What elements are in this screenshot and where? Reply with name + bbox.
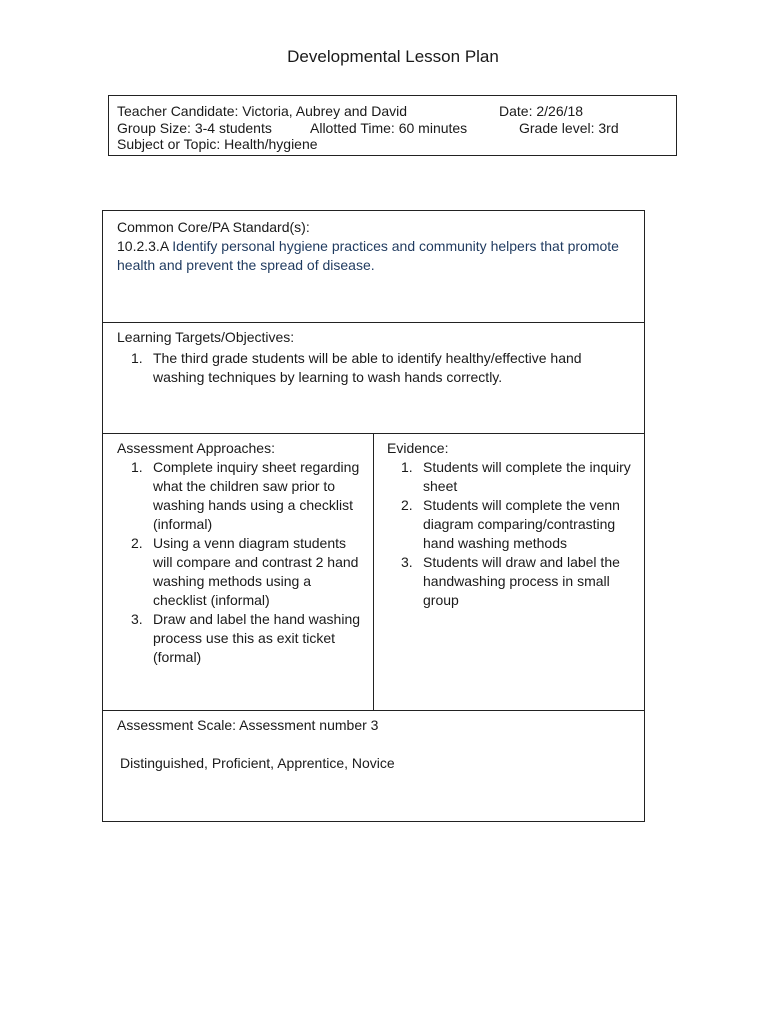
header-line-3 bbox=[109, 135, 676, 153]
evidence-list bbox=[387, 458, 639, 610]
list-number: 3. bbox=[131, 611, 143, 627]
lesson-plan-table bbox=[102, 210, 645, 822]
list-item bbox=[387, 496, 639, 553]
list-item bbox=[387, 458, 639, 496]
list-number: 2. bbox=[131, 535, 143, 551]
assessment-line: checklist (informal) bbox=[153, 592, 270, 608]
teacher-candidate: Teacher Candidate: Victoria, Aubrey and David bbox=[117, 103, 408, 119]
list-number: 2. bbox=[401, 497, 413, 513]
standards-text: Identify personal hygiene practices and community helpers that promote bbox=[172, 238, 619, 254]
assessment-line: will compare and contrast 2 hand bbox=[153, 554, 359, 570]
assessment-scale-cell bbox=[117, 716, 637, 773]
header-info-box bbox=[108, 95, 677, 156]
list-number: 1. bbox=[131, 350, 143, 366]
objectives-label: Learning Targets/Objectives: bbox=[117, 329, 295, 345]
assessment-line: washing methods using a bbox=[153, 573, 311, 589]
row-divider bbox=[103, 322, 644, 323]
header-line-1 bbox=[109, 102, 676, 120]
standards-text-line-2: health and prevent the spread of disease. bbox=[117, 257, 375, 273]
assessment-line: Using a venn diagram students bbox=[153, 535, 346, 551]
assessment-line: process use this as exit ticket bbox=[153, 630, 336, 646]
evidence-label: Evidence: bbox=[387, 440, 449, 456]
allotted-time: Allotted Time: 60 minutes bbox=[310, 120, 468, 136]
assessment-line: (informal) bbox=[153, 516, 213, 532]
evidence-line: hand washing methods bbox=[423, 535, 567, 551]
evidence-line: diagram comparing/contrasting bbox=[423, 516, 616, 532]
objective-line: washing techniques by learning to wash hands correctly. bbox=[153, 369, 503, 385]
column-divider bbox=[373, 433, 374, 711]
standards-cell bbox=[117, 218, 637, 275]
page-title: Developmental Lesson Plan bbox=[287, 47, 499, 66]
evidence-line: Students will complete the venn bbox=[423, 497, 620, 513]
objectives-cell bbox=[117, 328, 637, 387]
lesson-date: Date: 2/26/18 bbox=[499, 103, 584, 119]
objectives-list bbox=[117, 349, 637, 387]
assessment-scale-levels: Distinguished, Proficient, Apprentice, Novice bbox=[120, 755, 395, 771]
standards-code: 10.2.3.A bbox=[117, 238, 169, 254]
group-size: Group Size: 3-4 students bbox=[117, 120, 272, 136]
assessment-line: (formal) bbox=[153, 649, 202, 665]
list-number: 3. bbox=[401, 554, 413, 570]
standards-label: Common Core/PA Standard(s): bbox=[117, 219, 310, 235]
assessment-scale-label: Assessment Scale: Assessment number 3 bbox=[117, 717, 379, 733]
objective-line: The third grade students will be able to identify healthy/effective hand bbox=[153, 350, 582, 366]
list-item bbox=[117, 349, 637, 387]
list-number: 1. bbox=[131, 459, 143, 475]
assessment-line: washing hands using a checklist bbox=[153, 497, 354, 513]
subject-topic: Subject or Topic: Health/hygiene bbox=[117, 136, 318, 152]
evidence-line: sheet bbox=[423, 478, 458, 494]
grade-level: Grade level: 3rd bbox=[519, 120, 619, 136]
evidence-line: Students will draw and label the bbox=[423, 554, 620, 570]
standards-line-1 bbox=[117, 237, 637, 256]
evidence-line: Students will complete the inquiry bbox=[423, 459, 631, 475]
list-item bbox=[387, 553, 639, 610]
evidence-cell bbox=[387, 439, 639, 610]
list-item bbox=[117, 610, 369, 667]
evidence-line: group bbox=[423, 592, 459, 608]
list-item bbox=[117, 534, 369, 610]
assessment-approaches-cell bbox=[117, 439, 369, 667]
assessment-list bbox=[117, 458, 369, 667]
list-number: 1. bbox=[401, 459, 413, 475]
evidence-line: handwashing process in small bbox=[423, 573, 610, 589]
list-item bbox=[117, 458, 369, 534]
assessment-label: Assessment Approaches: bbox=[117, 440, 275, 456]
assessment-line: Complete inquiry sheet regarding bbox=[153, 459, 360, 475]
assessment-line: Draw and label the hand washing bbox=[153, 611, 361, 627]
assessment-line: what the children saw prior to bbox=[153, 478, 336, 494]
